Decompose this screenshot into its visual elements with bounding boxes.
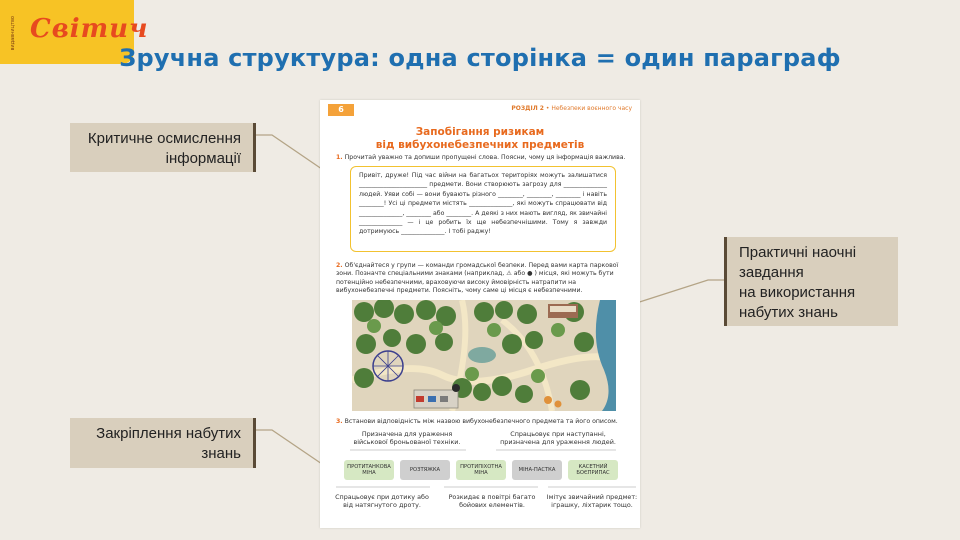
fill-in-text-box: Привіт, друже! Під час війни на багатьох територіях можуть залишатися ______________________ предмети. Вони створюють загрозу для ______________ людей. Уяви собі — вони бувають різного ________, ________, ________ і навіть ________! Усі ці предмети містять ______________, які можуть спрацювати від ______________, ________ або ________. А деякі з них мають вигляд, як звичайні ______________ — і це робить їх ще небезпечнішими. Тому я завжди дотримуюсь ______________. І тобі раджу! [350,166,616,252]
label-practical-tasks [724,237,898,326]
heading-line: Запобігання ризикам [415,126,545,138]
label-line: Практичні наочні [739,244,857,261]
label-line: на використання [739,284,856,301]
description-bottom-3: Імітує звичайний предмет: іграшку, ліхтарик тощо. [546,493,638,509]
chip-cluster-munition: КАСЕТНИЙ БОЄПРИПАС [568,460,618,480]
description-top-left: Призначена для ураження військової броньованої техніки. [353,430,461,446]
label-line: завдання [739,264,804,281]
logo-subtitle: видавництво [10,16,16,51]
connector-reinforce [256,430,322,464]
textbook-page [320,100,640,528]
chip-booby-trap: МІНА-ПАСТКА [512,460,562,480]
label-line: набутих знань [739,304,838,321]
logo-brand: Світич [30,14,149,44]
task-text: Встанови відповідність між назвою вибухонебезпечного предмета та його описом. [344,418,618,425]
label-critical-thinking [70,123,256,172]
task-number: 1. [336,154,343,161]
page-number: 6 [328,104,354,116]
connector-practical [630,280,724,305]
chip-antipersonnel-mine: ПРОТИПІХОТНА МІНА [456,460,506,480]
label-line: Закріплення набутих [96,425,241,442]
section-topic: Небезпеки воєнного часу [551,105,632,112]
label-line: знань [201,445,241,462]
task-number: 3. [336,418,343,425]
task-text: Об'єднайтеся у групи — команди громадської безпеки. Перед вами карта паркової зони. Позначте спеціальними знаками (наприклад, ⚠ або ● ) місця, які можуть бути потенційно небезпечними, враховуючи високу ймовірність натрапити на вибухонебезпечні предмети. Поясніть, чому саме ці місця є небезпечними. [336,262,619,295]
chip-antitank-mine: ПРОТИТАНКОВА МІНА [344,460,394,480]
label-reinforcement [70,418,256,468]
description-bottom-1: Спрацьовує при дотику або від натягнутого дроту. [335,493,429,509]
task-number: 2. [336,262,343,269]
description-bottom-2: Розкидає в повітрі багато бойових елементів. [448,493,536,509]
slide-title: Зручна структура: одна сторінка = один параграф [119,44,841,72]
heading-line: від вибухонебезпечних предметів [375,139,585,151]
label-line: Критичне осмислення [87,130,241,147]
label-line: інформації [165,150,241,167]
description-top-right: Спрацьовує при наступанні, призначена для ураження людей. [500,430,616,446]
page-section: РОЗДІЛ 2 • Небезпеки воєнного часу [511,105,632,112]
task-text: Прочитай уважно та допиши пропущені слова. Поясни, чому ця інформація важлива. [344,154,626,161]
section-name: РОЗДІЛ 2 [511,105,544,112]
chip-tripwire: РОЗТЯЖКА [400,460,450,480]
